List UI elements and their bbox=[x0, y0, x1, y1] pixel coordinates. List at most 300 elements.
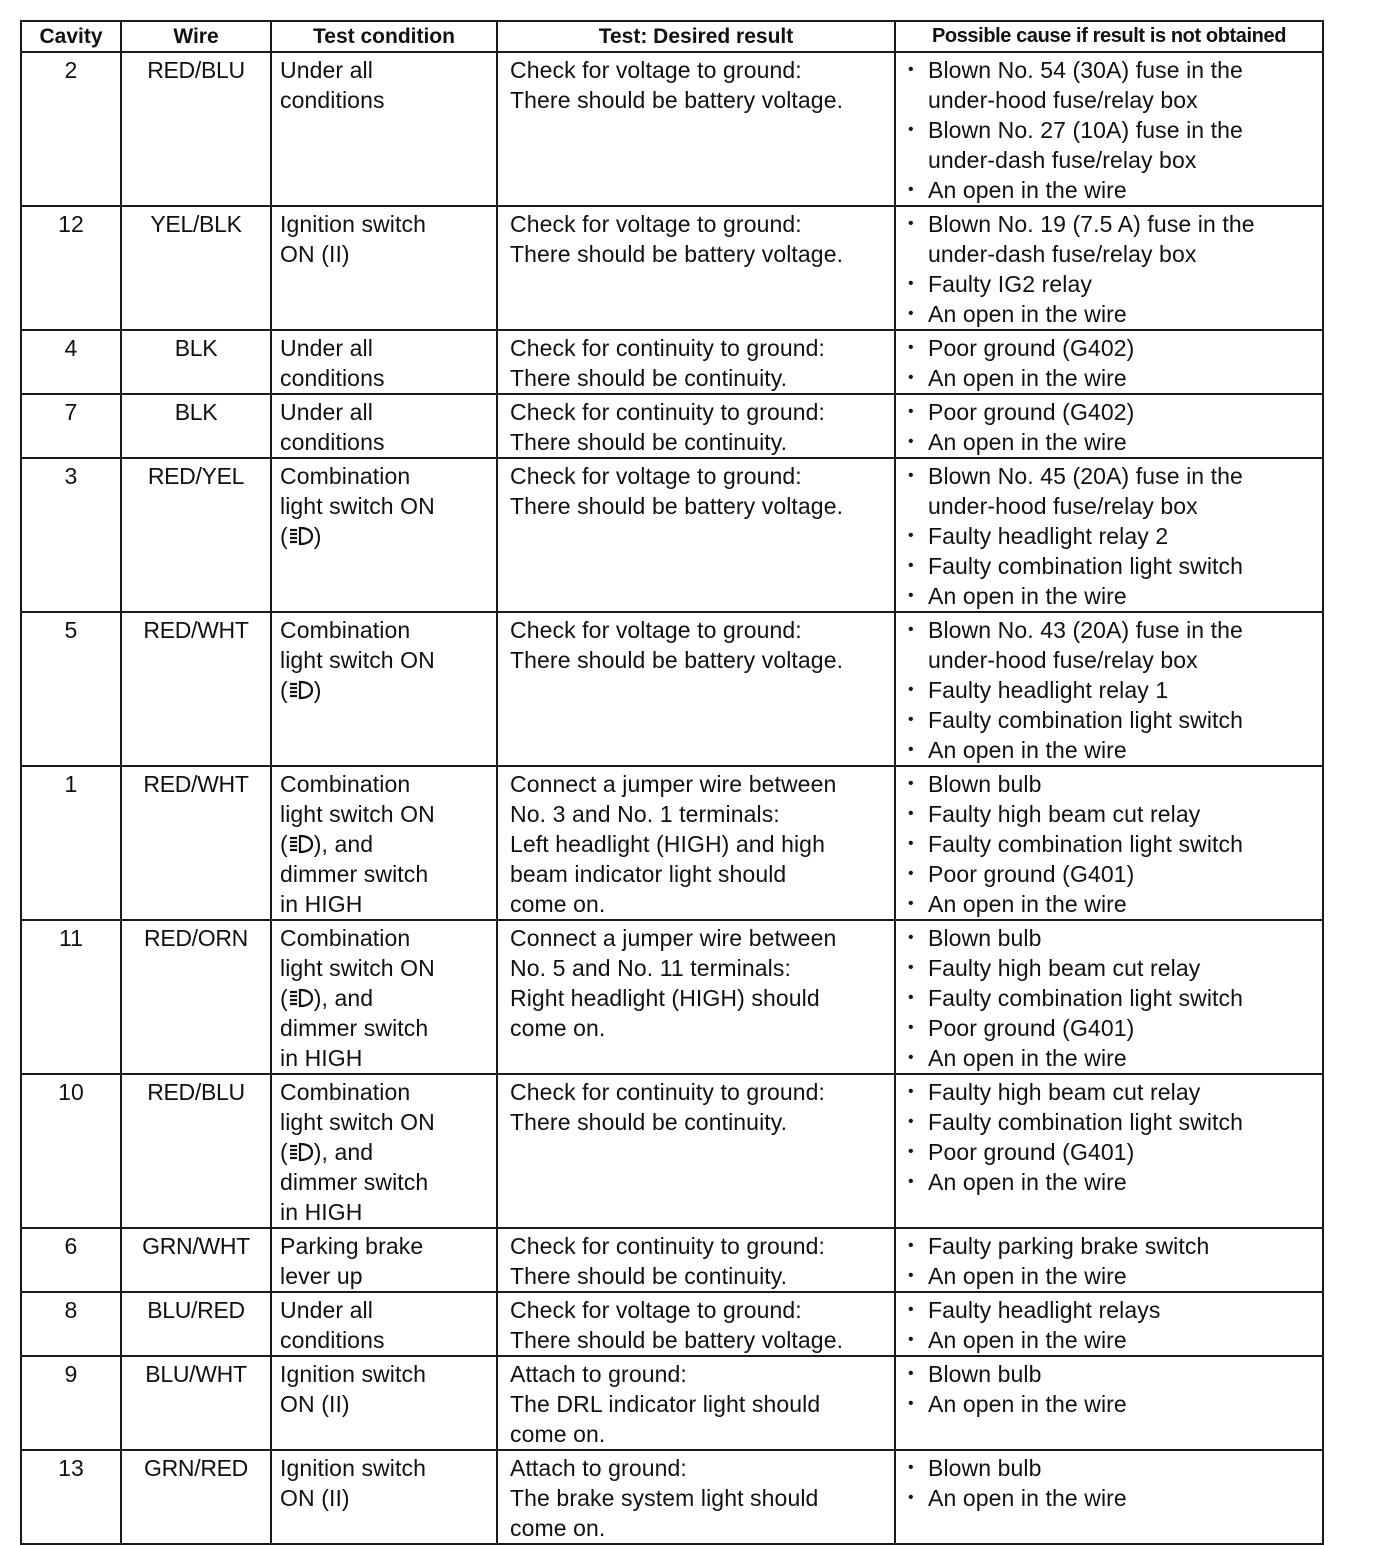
bullet-icon: • bbox=[908, 587, 914, 604]
cavity-cell bbox=[21, 1228, 121, 1292]
cause-text: under-dash fuse/relay box bbox=[928, 241, 1197, 267]
table-row bbox=[21, 1450, 1323, 1544]
cause-text: Faulty headlight relays bbox=[928, 1297, 1161, 1323]
wire-color: BLK bbox=[174, 335, 218, 361]
result-line: Check for voltage to ground: bbox=[510, 617, 802, 643]
bullet-icon: • bbox=[908, 1301, 914, 1318]
condition-line: in HIGH bbox=[280, 891, 363, 917]
cause-text: Blown No. 43 (20A) fuse in the bbox=[928, 617, 1243, 643]
result-line: beam indicator light should bbox=[510, 861, 787, 887]
cause-item bbox=[904, 1389, 1316, 1419]
cause-list bbox=[904, 615, 1316, 765]
result-line: There should be continuity. bbox=[510, 365, 788, 391]
result-line: come on. bbox=[510, 1515, 606, 1541]
bullet-icon: • bbox=[908, 895, 914, 912]
wire-color: BLK bbox=[174, 399, 218, 425]
condition-line: conditions bbox=[280, 429, 385, 455]
condition-line: Under all bbox=[280, 399, 373, 425]
desired-result-cell bbox=[497, 330, 895, 394]
cause-text: Blown No. 19 (7.5 A) fuse in the bbox=[928, 211, 1255, 237]
result-line: come on. bbox=[510, 1015, 606, 1041]
condition-line: ON (II) bbox=[280, 1485, 350, 1511]
result-line: Right headlight (HIGH) should bbox=[510, 985, 820, 1011]
bullet-icon: • bbox=[908, 403, 914, 420]
condition-text: ( bbox=[280, 831, 288, 857]
cause-item bbox=[904, 333, 1316, 363]
bullet-icon: • bbox=[908, 527, 914, 544]
result-line: Connect a jumper wire between bbox=[510, 925, 837, 951]
cause-text: under-hood fuse/relay box bbox=[928, 493, 1198, 519]
cause-text: Faulty combination light switch bbox=[928, 985, 1244, 1011]
condition-line: Ignition switch bbox=[280, 211, 426, 237]
result-line: Check for continuity to ground: bbox=[510, 399, 826, 425]
bullet-icon: • bbox=[908, 1459, 914, 1476]
cavity-number: 1 bbox=[64, 771, 78, 797]
cause-text: An open in the wire bbox=[928, 1045, 1127, 1071]
condition-line: Combination bbox=[280, 1079, 411, 1105]
table-row bbox=[21, 1292, 1323, 1356]
test-condition-cell bbox=[271, 612, 497, 766]
cavity-cell bbox=[21, 1356, 121, 1450]
result-line: come on. bbox=[510, 891, 606, 917]
bullet-icon: • bbox=[908, 1019, 914, 1036]
condition-line bbox=[280, 983, 490, 1013]
cause-list bbox=[904, 1231, 1316, 1291]
cavity-cell bbox=[21, 1074, 121, 1228]
bullet-icon: • bbox=[908, 1331, 914, 1348]
condition-text: ( bbox=[280, 677, 288, 703]
cause-item bbox=[904, 1077, 1316, 1107]
cause-item bbox=[904, 1013, 1316, 1043]
result-line: The brake system light should bbox=[510, 1485, 819, 1511]
desired-result-cell bbox=[497, 1228, 895, 1292]
cause-text: Blown bulb bbox=[928, 925, 1042, 951]
bullet-icon: • bbox=[908, 865, 914, 882]
cavity-cell bbox=[21, 766, 121, 920]
condition-line: light switch ON bbox=[280, 1109, 435, 1135]
desired-result-cell bbox=[497, 1450, 895, 1544]
bullet-icon: • bbox=[908, 989, 914, 1006]
bullet-icon: • bbox=[908, 1143, 914, 1160]
possible-cause-cell bbox=[895, 1228, 1323, 1292]
condition-line: lever up bbox=[280, 1263, 363, 1289]
test-condition-cell bbox=[271, 1356, 497, 1450]
condition-line: in HIGH bbox=[280, 1045, 363, 1071]
bullet-icon: • bbox=[908, 369, 914, 386]
condition-line: Combination bbox=[280, 771, 411, 797]
result-line: Attach to ground: bbox=[510, 1455, 687, 1481]
cavity-number: 3 bbox=[64, 463, 78, 489]
result-line: Check for voltage to ground: bbox=[510, 211, 802, 237]
condition-line: Combination bbox=[280, 617, 411, 643]
cavity-number: 6 bbox=[64, 1233, 78, 1259]
bullet-icon: • bbox=[908, 1267, 914, 1284]
result-line: come on. bbox=[510, 1421, 606, 1447]
bullet-icon: • bbox=[908, 121, 914, 138]
condition-text: ), and bbox=[313, 1139, 374, 1165]
wire-color: RED/WHT bbox=[143, 771, 249, 797]
cause-text: Faulty headlight relay 2 bbox=[928, 523, 1169, 549]
condition-line: conditions bbox=[280, 87, 385, 113]
wire-color: GRN/RED bbox=[144, 1455, 248, 1481]
desired-result-cell bbox=[497, 52, 895, 206]
cause-item bbox=[904, 363, 1316, 393]
cause-text: An open in the wire bbox=[928, 737, 1127, 763]
cause-text: Blown No. 45 (20A) fuse in the bbox=[928, 463, 1243, 489]
result-line: There should be battery voltage. bbox=[510, 241, 844, 267]
bullet-icon: • bbox=[908, 1489, 914, 1506]
cause-text: Faulty high beam cut relay bbox=[928, 955, 1201, 981]
wire-color: RED/YEL bbox=[147, 463, 245, 489]
condition-line: conditions bbox=[280, 365, 385, 391]
bullet-icon: • bbox=[908, 775, 914, 792]
condition-text: ), and bbox=[313, 985, 374, 1011]
cause-list bbox=[904, 1359, 1316, 1419]
cavity-number: 2 bbox=[64, 57, 78, 83]
bullet-icon: • bbox=[908, 1365, 914, 1382]
possible-cause-cell bbox=[895, 1356, 1323, 1450]
condition-line: light switch ON bbox=[280, 647, 435, 673]
cause-text: Faulty combination light switch bbox=[928, 831, 1244, 857]
possible-cause-cell bbox=[895, 52, 1323, 206]
cavity-cell bbox=[21, 206, 121, 330]
desired-result-cell bbox=[497, 920, 895, 1074]
cause-item bbox=[904, 521, 1316, 551]
condition-text: ( bbox=[280, 1139, 288, 1165]
condition-line bbox=[280, 675, 490, 705]
result-line: Check for voltage to ground: bbox=[510, 1297, 802, 1323]
wire-cell bbox=[121, 330, 271, 394]
result-line: Left headlight (HIGH) and high bbox=[510, 831, 825, 857]
cause-item bbox=[904, 1231, 1316, 1261]
bullet-icon: • bbox=[908, 805, 914, 822]
test-condition-cell bbox=[271, 458, 497, 612]
cavity-cell bbox=[21, 612, 121, 766]
cavity-number: 5 bbox=[64, 617, 78, 643]
desired-result-cell bbox=[497, 394, 895, 458]
cause-item bbox=[904, 1483, 1316, 1513]
cavity-number: 13 bbox=[58, 1455, 84, 1481]
bullet-icon: • bbox=[908, 1083, 914, 1100]
condition-line: dimmer switch bbox=[280, 1169, 429, 1195]
condition-line: Combination bbox=[280, 463, 411, 489]
condition-line: dimmer switch bbox=[280, 861, 429, 887]
cause-item bbox=[904, 1359, 1316, 1389]
cause-text: Blown No. 54 (30A) fuse in the bbox=[928, 57, 1243, 83]
wire-color: RED/BLU bbox=[147, 57, 245, 83]
cavity-number: 8 bbox=[64, 1297, 78, 1323]
cause-list bbox=[904, 55, 1316, 205]
cavity-number: 9 bbox=[64, 1361, 78, 1387]
cause-list bbox=[904, 209, 1316, 329]
bullet-icon: • bbox=[908, 1113, 914, 1130]
headlight-high-beam-icon bbox=[288, 679, 314, 701]
cause-text: An open in the wire bbox=[928, 1391, 1127, 1417]
cause-item bbox=[904, 1167, 1316, 1197]
possible-cause-cell bbox=[895, 612, 1323, 766]
result-line: Connect a jumper wire between bbox=[510, 771, 837, 797]
cause-item bbox=[904, 705, 1316, 735]
wire-color: RED/BLU bbox=[147, 1079, 245, 1105]
table-row bbox=[21, 766, 1323, 920]
cause-item bbox=[904, 1453, 1316, 1483]
bullet-icon: • bbox=[908, 275, 914, 292]
bullet-icon: • bbox=[908, 1049, 914, 1066]
test-condition-cell bbox=[271, 1450, 497, 1544]
result-line: No. 3 and No. 1 terminals: bbox=[510, 801, 780, 827]
possible-cause-cell bbox=[895, 330, 1323, 394]
cavity-cell bbox=[21, 458, 121, 612]
possible-cause-cell bbox=[895, 1074, 1323, 1228]
headlight-high-beam-icon bbox=[288, 833, 314, 855]
condition-line bbox=[280, 1137, 490, 1167]
cavity-cell bbox=[21, 394, 121, 458]
cause-item bbox=[904, 1107, 1316, 1137]
troubleshooting-table-page bbox=[20, 20, 1322, 1545]
cause-item bbox=[904, 799, 1316, 829]
condition-text: ) bbox=[313, 523, 322, 549]
cause-list bbox=[904, 1295, 1316, 1355]
desired-result-cell bbox=[497, 612, 895, 766]
cavity-number: 4 bbox=[64, 335, 78, 361]
cause-text: under-hood fuse/relay box bbox=[928, 647, 1198, 673]
wire-cell bbox=[121, 1074, 271, 1228]
condition-line: conditions bbox=[280, 1327, 385, 1353]
wire-cell bbox=[121, 458, 271, 612]
cause-text: Blown bulb bbox=[928, 1361, 1042, 1387]
condition-line: ON (II) bbox=[280, 241, 350, 267]
bullet-icon: • bbox=[908, 181, 914, 198]
cause-text: Faulty headlight relay 1 bbox=[928, 677, 1169, 703]
test-condition-cell bbox=[271, 394, 497, 458]
cavity-cell bbox=[21, 330, 121, 394]
header-desired-result: Test: Desired result bbox=[497, 21, 895, 52]
condition-line: dimmer switch bbox=[280, 1015, 429, 1041]
bullet-icon: • bbox=[908, 467, 914, 484]
test-condition-cell bbox=[271, 330, 497, 394]
cause-item bbox=[904, 735, 1316, 765]
cause-list bbox=[904, 1453, 1316, 1513]
cavity-number: 11 bbox=[58, 925, 84, 951]
cause-text: Blown No. 27 (10A) fuse in the bbox=[928, 117, 1243, 143]
cause-text: under-dash fuse/relay box bbox=[928, 147, 1197, 173]
cause-text: under-hood fuse/relay box bbox=[928, 87, 1198, 113]
bullet-icon: • bbox=[908, 433, 914, 450]
cause-text: Faulty high beam cut relay bbox=[928, 1079, 1201, 1105]
possible-cause-cell bbox=[895, 206, 1323, 330]
cause-item bbox=[904, 1295, 1316, 1325]
possible-cause-cell bbox=[895, 920, 1323, 1074]
cavity-cell bbox=[21, 920, 121, 1074]
condition-line: Combination bbox=[280, 925, 411, 951]
table-row bbox=[21, 394, 1323, 458]
bullet-icon: • bbox=[908, 61, 914, 78]
wire-cell bbox=[121, 920, 271, 1074]
headlight-high-beam-icon bbox=[288, 1141, 314, 1163]
table-header-row bbox=[21, 21, 1323, 52]
bullet-icon: • bbox=[908, 929, 914, 946]
cause-item bbox=[904, 299, 1316, 329]
bullet-icon: • bbox=[908, 959, 914, 976]
test-condition-cell bbox=[271, 52, 497, 206]
bullet-icon: • bbox=[908, 1173, 914, 1190]
test-condition-cell bbox=[271, 1228, 497, 1292]
cause-text: An open in the wire bbox=[928, 583, 1127, 609]
possible-cause-cell bbox=[895, 766, 1323, 920]
cause-item bbox=[904, 269, 1316, 299]
cause-text: An open in the wire bbox=[928, 365, 1127, 391]
cause-text: Faulty high beam cut relay bbox=[928, 801, 1201, 827]
desired-result-cell bbox=[497, 766, 895, 920]
cause-item bbox=[904, 829, 1316, 859]
wire-color: GRN/WHT bbox=[142, 1233, 250, 1259]
desired-result-cell bbox=[497, 206, 895, 330]
test-condition-cell bbox=[271, 206, 497, 330]
cause-item bbox=[904, 115, 1316, 175]
result-line: There should be battery voltage. bbox=[510, 87, 844, 113]
bullet-icon: • bbox=[908, 681, 914, 698]
condition-line bbox=[280, 829, 490, 859]
cause-item bbox=[904, 551, 1316, 581]
result-line: The DRL indicator light should bbox=[510, 1391, 821, 1417]
result-line: Check for voltage to ground: bbox=[510, 463, 802, 489]
cause-text: Faulty combination light switch bbox=[928, 707, 1244, 733]
table-row bbox=[21, 920, 1323, 1074]
wire-color: RED/WHT bbox=[143, 617, 249, 643]
header-test-condition: Test condition bbox=[271, 21, 497, 52]
desired-result-cell bbox=[497, 458, 895, 612]
cause-item bbox=[904, 769, 1316, 799]
cause-text: Blown bulb bbox=[928, 771, 1042, 797]
cavity-number: 10 bbox=[58, 1079, 84, 1105]
condition-line: light switch ON bbox=[280, 955, 435, 981]
cause-list bbox=[904, 1077, 1316, 1197]
cause-item bbox=[904, 675, 1316, 705]
cause-list bbox=[904, 923, 1316, 1073]
condition-line: Under all bbox=[280, 1297, 373, 1323]
cause-item bbox=[904, 427, 1316, 457]
cause-text: An open in the wire bbox=[928, 1169, 1127, 1195]
bullet-icon: • bbox=[908, 339, 914, 356]
wire-cell bbox=[121, 1450, 271, 1544]
header-possible-cause: Possible cause if result is not obtained bbox=[895, 21, 1323, 52]
bullet-icon: • bbox=[908, 621, 914, 638]
desired-result-cell bbox=[497, 1356, 895, 1450]
table-body bbox=[21, 52, 1323, 1544]
bullet-icon: • bbox=[908, 557, 914, 574]
cause-item bbox=[904, 397, 1316, 427]
cause-text: An open in the wire bbox=[928, 1327, 1127, 1353]
cause-text: An open in the wire bbox=[928, 1263, 1127, 1289]
cause-item bbox=[904, 1261, 1316, 1291]
cause-item bbox=[904, 1325, 1316, 1355]
cause-text: An open in the wire bbox=[928, 301, 1127, 327]
cavity-number: 12 bbox=[58, 211, 84, 237]
table-row bbox=[21, 206, 1323, 330]
cause-item bbox=[904, 859, 1316, 889]
possible-cause-cell bbox=[895, 394, 1323, 458]
cause-text: Poor ground (G402) bbox=[928, 335, 1135, 361]
cause-list bbox=[904, 397, 1316, 457]
wire-color: RED/ORN bbox=[144, 925, 248, 951]
table-row bbox=[21, 612, 1323, 766]
result-line: Check for continuity to ground: bbox=[510, 1079, 826, 1105]
headlight-high-beam-icon bbox=[288, 525, 314, 547]
cause-item bbox=[904, 983, 1316, 1013]
bullet-icon: • bbox=[908, 305, 914, 322]
test-condition-cell bbox=[271, 920, 497, 1074]
cause-text: An open in the wire bbox=[928, 1485, 1127, 1511]
cause-text: Faulty IG2 relay bbox=[928, 271, 1092, 297]
result-line: There should be continuity. bbox=[510, 429, 788, 455]
cavity-number: 7 bbox=[64, 399, 78, 425]
wire-cell bbox=[121, 612, 271, 766]
possible-cause-cell bbox=[895, 458, 1323, 612]
cause-item bbox=[904, 615, 1316, 675]
condition-line bbox=[280, 521, 490, 551]
cause-list bbox=[904, 333, 1316, 393]
header-wire: Wire bbox=[121, 21, 271, 52]
result-line: There should be battery voltage. bbox=[510, 493, 844, 519]
cavity-cell bbox=[21, 1450, 121, 1544]
condition-line: Under all bbox=[280, 57, 373, 83]
bullet-icon: • bbox=[908, 741, 914, 758]
bullet-icon: • bbox=[908, 1395, 914, 1412]
condition-line: in HIGH bbox=[280, 1199, 363, 1225]
cause-item bbox=[904, 209, 1316, 269]
result-line: No. 5 and No. 11 terminals: bbox=[510, 955, 791, 981]
bullet-icon: • bbox=[908, 215, 914, 232]
wire-cell bbox=[121, 1356, 271, 1450]
cause-text: Faulty combination light switch bbox=[928, 1109, 1244, 1135]
result-line: There should be battery voltage. bbox=[510, 1327, 844, 1353]
table-row bbox=[21, 1356, 1323, 1450]
condition-line: Ignition switch bbox=[280, 1455, 426, 1481]
wire-color: BLU/RED bbox=[147, 1297, 245, 1323]
cause-text: Poor ground (G401) bbox=[928, 1139, 1135, 1165]
cause-list bbox=[904, 461, 1316, 611]
result-line: There should be continuity. bbox=[510, 1263, 788, 1289]
cause-item bbox=[904, 175, 1316, 205]
condition-text: ( bbox=[280, 985, 288, 1011]
wire-cell bbox=[121, 1292, 271, 1356]
wire-cell bbox=[121, 1228, 271, 1292]
result-line: Check for voltage to ground: bbox=[510, 57, 802, 83]
condition-line: light switch ON bbox=[280, 493, 435, 519]
cause-item bbox=[904, 953, 1316, 983]
condition-line: ON (II) bbox=[280, 1391, 350, 1417]
condition-text: ), and bbox=[313, 831, 374, 857]
result-line: There should be battery voltage. bbox=[510, 647, 844, 673]
cause-text: Blown bulb bbox=[928, 1455, 1042, 1481]
cause-text: An open in the wire bbox=[928, 429, 1127, 455]
cause-text: Poor ground (G401) bbox=[928, 1015, 1135, 1041]
cause-item bbox=[904, 581, 1316, 611]
test-condition-cell bbox=[271, 1074, 497, 1228]
wire-color: YEL/BLK bbox=[150, 211, 242, 237]
table-row bbox=[21, 458, 1323, 612]
table-row bbox=[21, 1074, 1323, 1228]
table-row bbox=[21, 1228, 1323, 1292]
wire-cell bbox=[121, 52, 271, 206]
cavity-cell bbox=[21, 1292, 121, 1356]
cause-item bbox=[904, 461, 1316, 521]
cause-item bbox=[904, 55, 1316, 115]
condition-line: Parking brake bbox=[280, 1233, 424, 1259]
condition-line: Under all bbox=[280, 335, 373, 361]
cause-item bbox=[904, 1137, 1316, 1167]
cause-text: Faulty combination light switch bbox=[928, 553, 1244, 579]
